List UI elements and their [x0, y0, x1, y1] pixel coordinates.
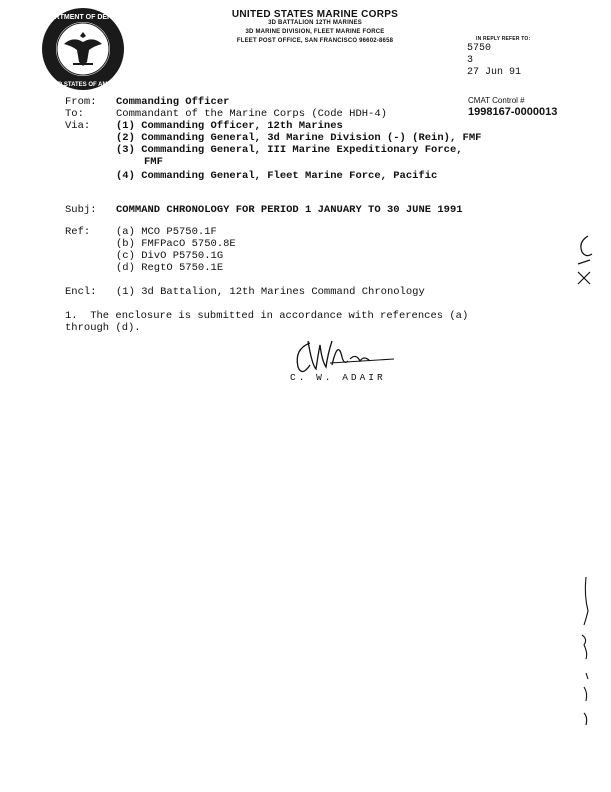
via-item: (4) Commanding General, Fleet Marine Force, Pacific — [116, 170, 438, 182]
ref-item: (d) RegtO 5750.1E — [116, 262, 224, 274]
subject-value: COMMAND CHRONOLOGY FOR PERIOD 1 JANUARY TO 30 JUNE 1991 — [116, 204, 463, 216]
to-label: To: — [65, 108, 84, 120]
reply-date: 27 Jun 91 — [467, 67, 522, 78]
ref-item: (b) FMFPacO 5750.8E — [116, 238, 236, 250]
body-line: through (d). — [65, 322, 141, 334]
dod-seal-icon — [40, 6, 126, 92]
letterhead-unit: 3D BATTALION 12TH MARINES — [268, 20, 362, 26]
cmat-label: CMAT Control # — [468, 96, 525, 105]
svg-text:DEPARTMENT OF DEFENSE: DEPARTMENT OF DEFENSE — [40, 14, 126, 21]
from-value: Commanding Officer — [116, 96, 230, 108]
letterhead — [200, 10, 430, 46]
to-value: Commandant of the Marine Corps (Code HDH-4) — [116, 108, 387, 120]
body-line: 1. The enclosure is submitted in accordance with references (a) — [65, 310, 469, 322]
encl-label: Encl: — [65, 286, 97, 298]
svg-text:UNITED STATES OF AMERICA: UNITED STATES OF AMERICA — [40, 82, 126, 88]
reply-code-serial: 3 — [467, 55, 474, 66]
ref-label: Ref: — [65, 226, 91, 238]
ref-item: (c) DivO P5750.1G — [116, 250, 224, 262]
margin-handwriting-icon — [572, 232, 598, 297]
ref-item: (a) MCO P5750.1F — [116, 226, 217, 238]
reply-code-ssic: 5750 — [467, 43, 492, 54]
letterhead-address: FLEET POST OFFICE, SAN FRANCISCO 96602-8658 — [236, 38, 394, 44]
via-item-continuation: FMF — [144, 156, 163, 168]
signature-name: C. W. ADAIR — [290, 372, 386, 383]
letterhead-org: UNITED STATES MARINE CORPS — [231, 9, 399, 20]
via-label: Via: — [65, 120, 91, 132]
encl-value: (1) 3d Battalion, 12th Marines Command Chronology — [116, 286, 425, 298]
from-label: From: — [65, 96, 97, 108]
margin-handwriting-icon — [574, 575, 600, 740]
via-item: (1) Commanding Officer, 12th Marines — [116, 120, 343, 132]
via-item: (2) Commanding General, 3d Marine Division (-) (Rein), FMF — [116, 132, 482, 144]
letterhead-division: 3D MARINE DIVISION, FLEET MARINE FORCE — [245, 29, 385, 35]
reply-label: IN REPLY REFER TO: — [476, 36, 531, 42]
via-item: (3) Commanding General, III Marine Expeditionary Force, — [116, 144, 463, 156]
cmat-number: 1998167-0000013 — [468, 106, 558, 118]
subject-label: Subj: — [65, 204, 97, 216]
